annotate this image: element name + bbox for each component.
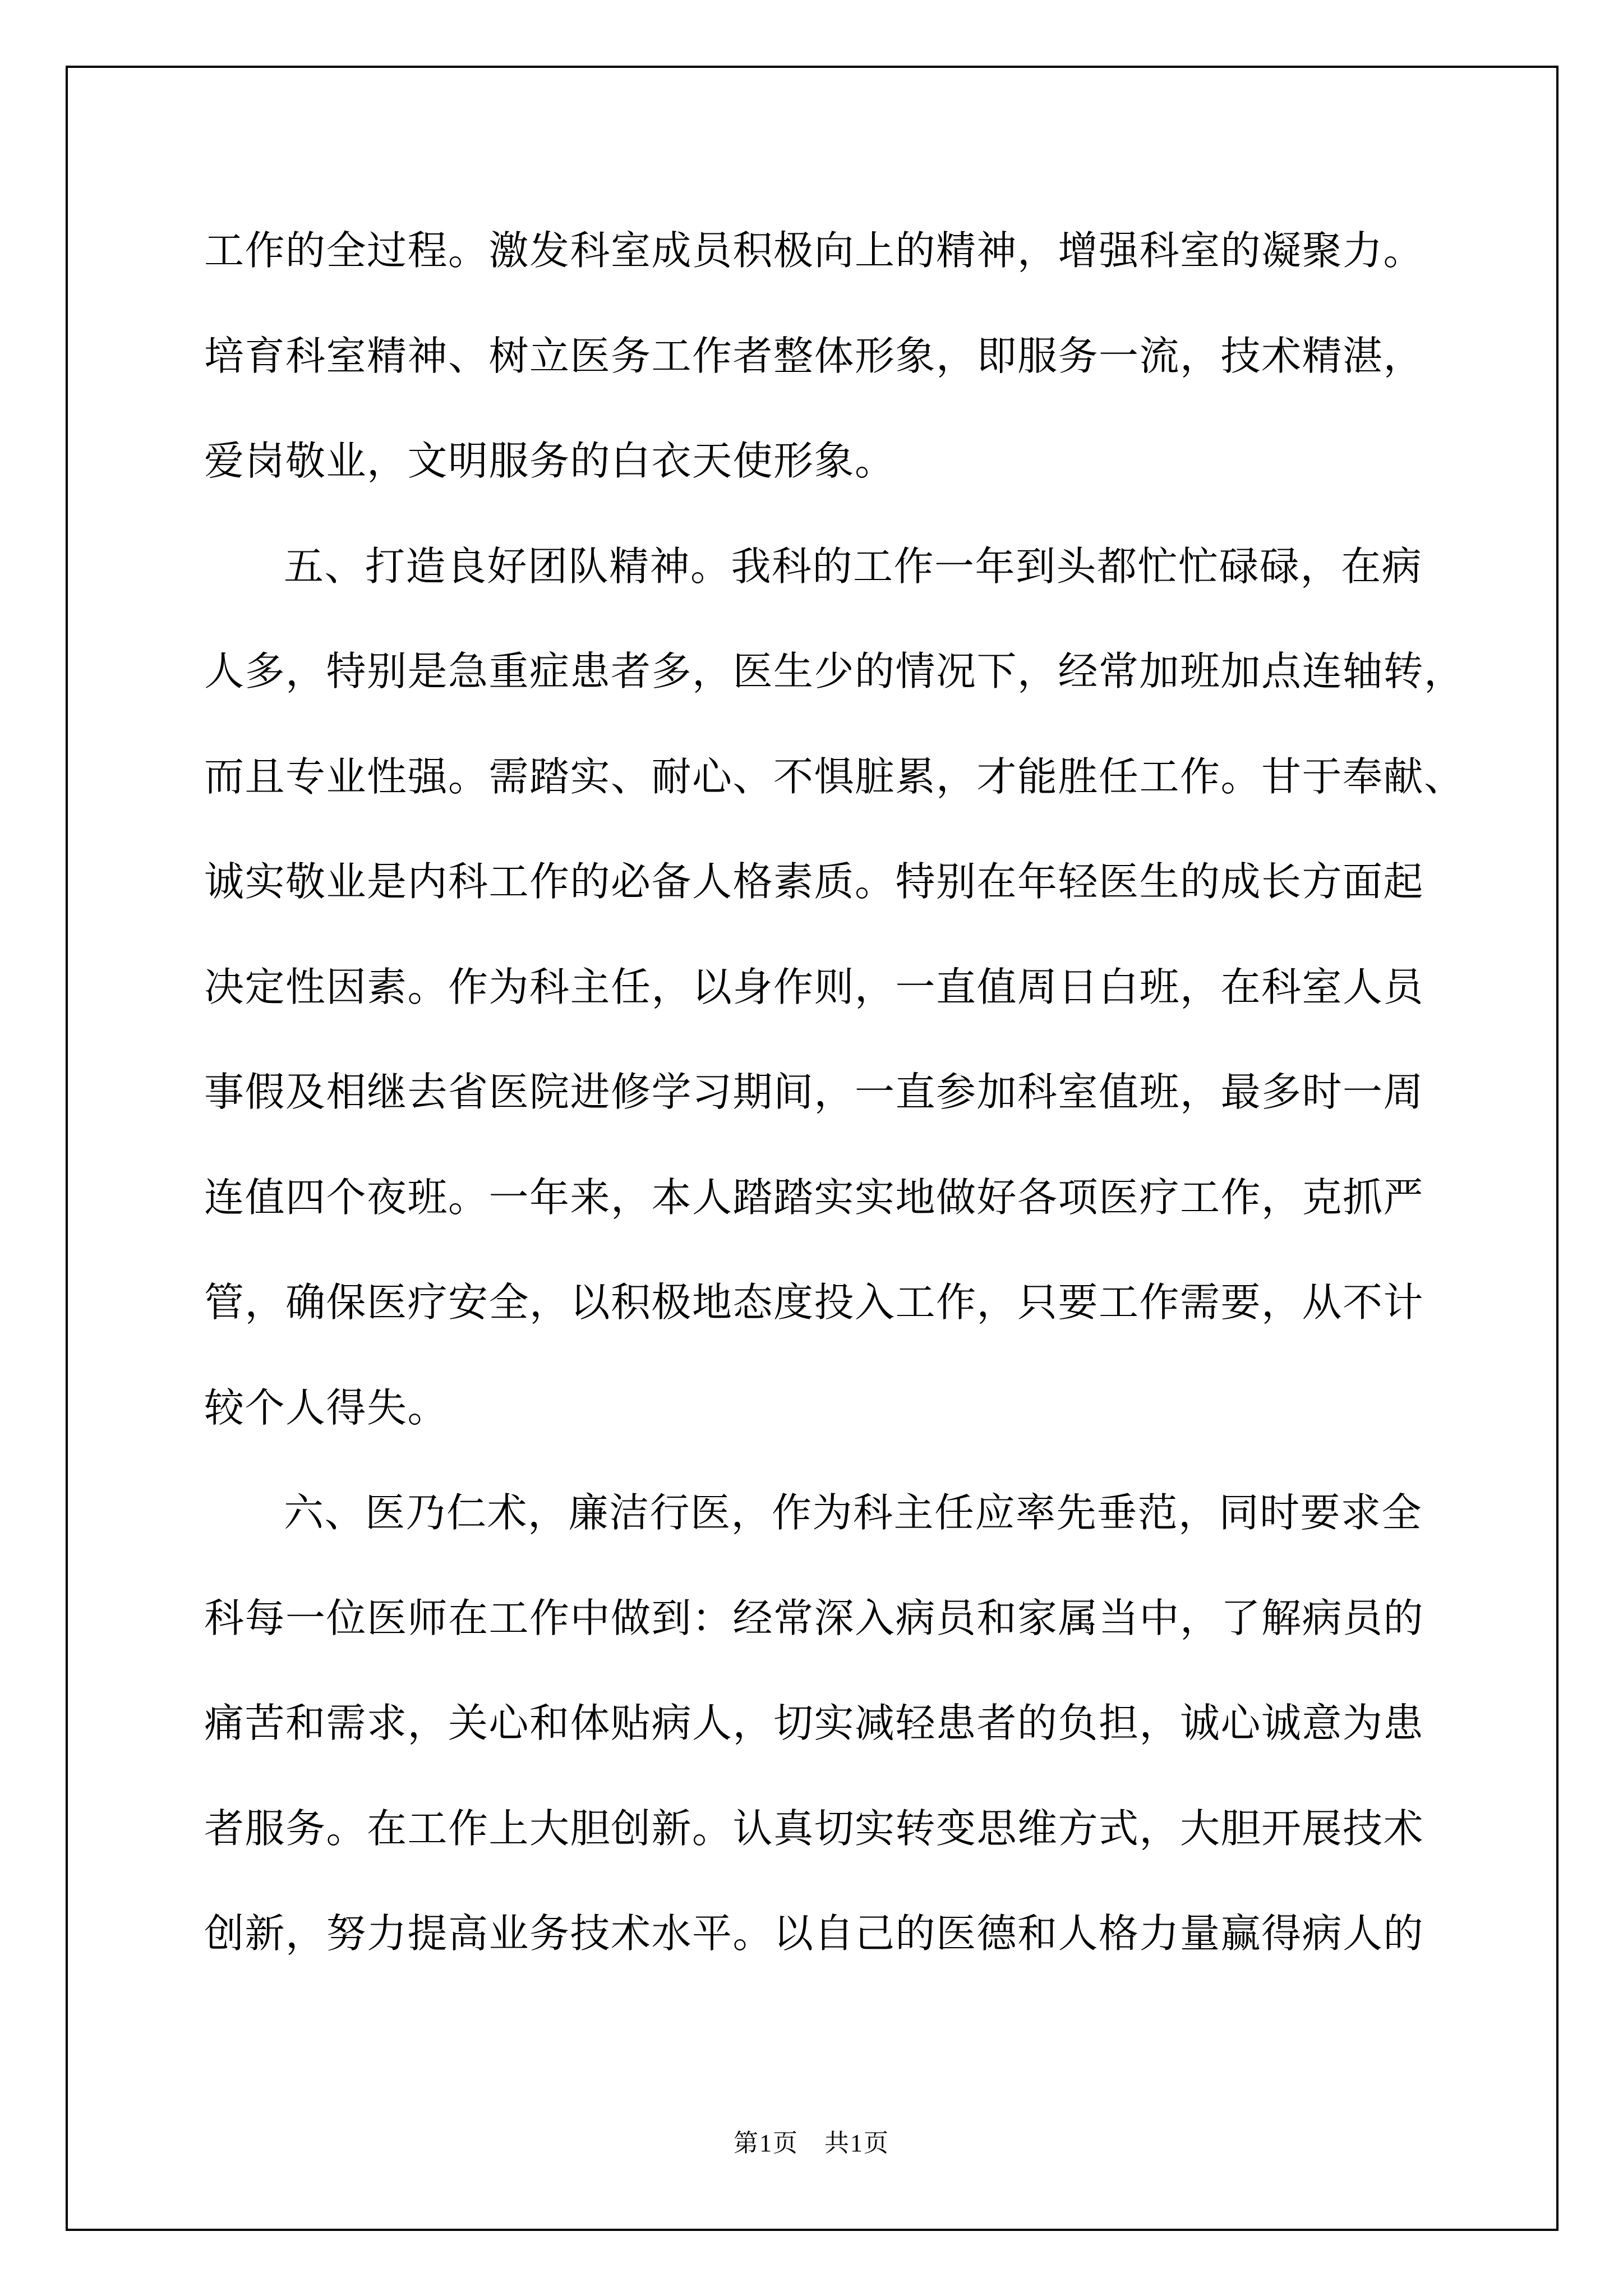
text-line: 管，确保医疗安全，以积极地态度投入工作，只要工作需要，从不计 (204, 1281, 1424, 1325)
paragraph-five (204, 515, 1465, 1462)
text-line: 者服务。在工作上大胆创新。认真切实转变思维方式，大胆开展技术 (204, 1807, 1424, 1851)
paragraph-continuation (204, 199, 1427, 515)
paragraph-six (204, 1461, 1427, 1987)
text-line: 决定性因素。作为科主任，以身作则，一直值周日白班，在科室人员 (204, 965, 1424, 1010)
text-line: 科每一位医师在工作中做到：经常深入病员和家属当中，了解病员的 (204, 1596, 1424, 1641)
text-line: 较个人得失。 (204, 1386, 449, 1430)
text-line: 创新，努力提高业务技术水平。以自己的医德和人格力量赢得病人的 (204, 1912, 1424, 1956)
page-number: 第1页 共1页 (734, 2129, 889, 2157)
text-line: 爱岗敬业，文明服务的白衣天使形象。 (204, 440, 896, 484)
text-line: 而且专业性强。需踏实、耐心、不惧脏累，才能胜任工作。甘于奉献、 (204, 755, 1465, 799)
text-line: 诚实敬业是内科工作的必备人格素质。特别在年轻医生的成长方面起 (204, 861, 1424, 904)
text-line: 痛苦和需求，关心和体贴病人，切实减轻患者的负担，诚心诚意为患 (204, 1702, 1424, 1746)
text-line: 五、打造良好团队精神。我科的工作一年到头都忙忙碌碌，在病 (284, 545, 1423, 589)
document-body (204, 199, 1465, 1987)
text-line: 事假及相继去省医院进修学习期间，一直参加科室值班，最多时一周 (204, 1071, 1424, 1115)
text-line: 人多，特别是急重症患者多，医生少的情况下，经常加班加点连轴转， (204, 650, 1465, 694)
text-line: 六、医乃仁术，廉洁行医，作为科主任应率先垂范，同时要求全 (284, 1492, 1423, 1535)
text-line: 培育科室精神、树立医务工作者整体形象，即服务一流，技术精湛， (204, 334, 1424, 379)
page-footer (0, 2125, 1623, 2162)
text-line: 连值四个夜班。一年来，本人踏踏实实地做好各项医疗工作，克抓严 (204, 1176, 1424, 1220)
text-line: 工作的全过程。激发科室成员积极向上的精神，增强科室的凝聚力。 (204, 229, 1424, 273)
